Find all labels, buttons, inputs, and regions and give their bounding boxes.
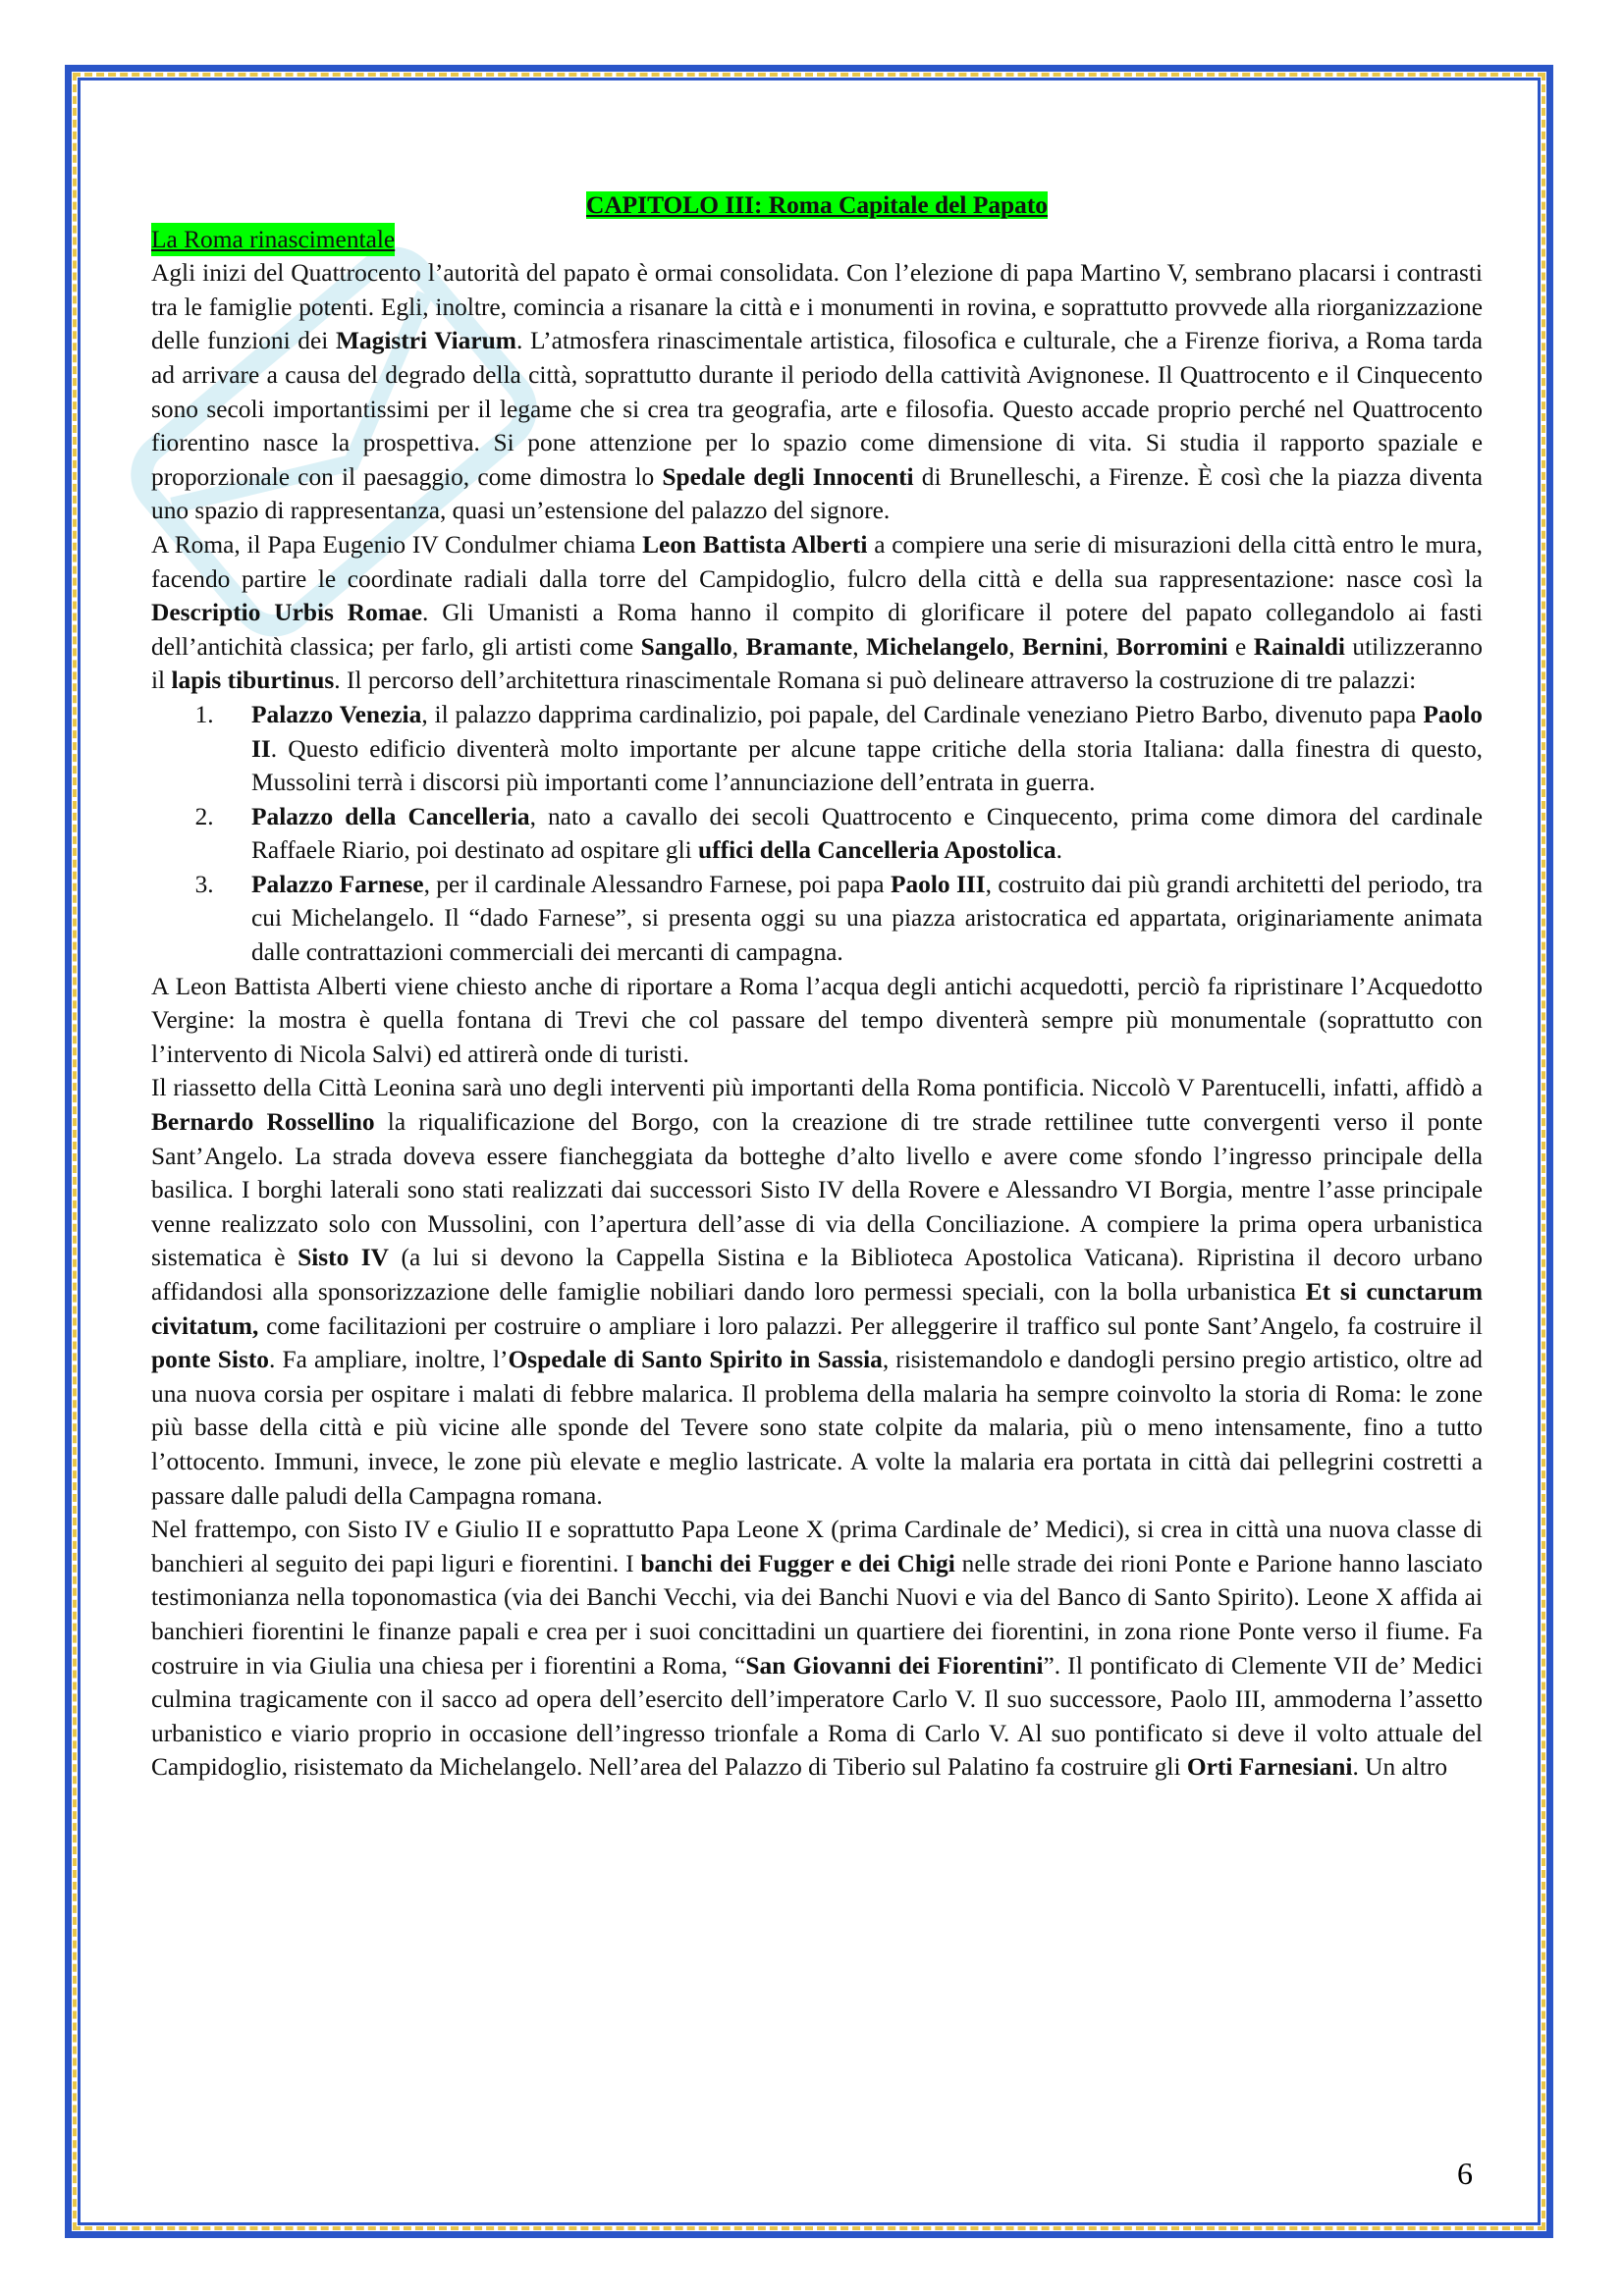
palazzi-list <box>151 698 1483 970</box>
list-item: 3. Palazzo Farnese, per il cardinale Alessandro Farnese, poi papa Paolo III, costruito dai più grandi architetti del periodo, tra cui Michelangelo. Il “dado Farnese”, si presenta oggi su una piazza aristocratica ed appartata, originariamente animata dalle contrattazioni commerciali dei mercanti di campagna. <box>220 868 1483 970</box>
list-item: 2. Palazzo della Cancelleria, nato a cavallo dei secoli Quattrocento e Cinquecento, prima come dimora del cardinale Raffaele Riario, poi destinato ad ospitare gli uffici della Cancelleria Apostolica. <box>220 800 1483 868</box>
list-item: 1. Palazzo Venezia, il palazzo dapprima cardinalizio, poi papale, del Cardinale veneziano Pietro Barbo, divenuto papa Paolo II. Questo edificio diventerà molto importante per alcune tappe critiche della storia Italiana: dalla finestra di questo, Mussolini terrà i discorsi più importanti come l’annunciazione dell’entrata in guerra. <box>220 698 1483 800</box>
paragraph-4: Il riassetto della Città Leonina sarà uno degli interventi più importanti della Roma pontificia. Niccolò V Parentucelli, infatti, affidò a Bernardo Rossellino la riqualificazione del Borgo, con la creazione di tre strade rettilinee tutte convergenti verso il ponte Sant’Angelo. La strada doveva essere fiancheggiata da botteghe d’alto livello e avere come sfondo l’ingresso principale della basilica. I borghi laterali sono stati realizzati dai successori Sisto IV della Rovere e Alessandro VI Borgia, mentre l’asse principale venne realizzato solo con Mussolini, con l’apertura dell’asse di via della Conciliazione. A compiere la prima opera urbanistica sistematica è Sisto IV (a lui si devono la Cappella Sistina e la Biblioteca Apostolica Vaticana). Ripristina il decoro urbano affidandosi alla sponsorizzazione delle famiglie nobiliari dando loro permessi speciali, con la bolla urbanistica Et si cunctarum civitatum, come facilitazioni per costruire o ampliare i loro palazzi. Per alleggerire il traffico sul ponte Sant’Angelo, fa costruire il ponte Sisto. Fa ampliare, inoltre, l’Ospedale di Santo Spirito in Sassia, risistemandolo e dandogli persino pregio artistico, oltre ad una nuova corsia per ospitare i malati di febbre malarica. Il problema della malaria ha sempre coinvolto la storia di Roma: le zone più basse della città e più vicine alle sponde del Tevere sono state colpite da malaria, più o meno intensamente, fino a tutto l’ottocento. Immuni, invece, le zone più elevate e meglio lastricate. A volte la malaria era portata in città dai pellegrini costretti a passare dalle paludi della Campagna romana. <box>151 1074 1484 1510</box>
chapter-title: CAPITOLO III: Roma Capitale del Papato <box>586 191 1048 219</box>
paragraph-2: A Roma, il Papa Eugenio IV Condulmer chiama Leon Battista Alberti a compiere una serie di misurazioni della città entro le mura, facendo partire le coordinate radiali dalla torre del Campidoglio, fulcro della città e della sua rappresentazione: nasce così la Descriptio Urbis Romae. Gli Umanisti a Roma hanno il compito di glorificare il potere del papato collegandolo ai fasti dell’antichità classica; per farlo, gli artisti come Sangallo, Bramante, Michelangelo, Bernini, Borromini e Rainaldi utilizzeranno il lapis tiburtinus. Il percorso dell’architettura rinascimentale Romana si può delineare attraverso la costruzione di tre palazzi: <box>151 530 1483 695</box>
page-number: 6 <box>1457 2156 1473 2191</box>
paragraph-1: Agli inizi del Quattrocento l’autorità del papato è ormai consolidata. Con l’elezione di papa Martino V, sembrano placarsi i contrasti tra le famiglie potenti. Egli, inoltre, comincia a risanare la città e i monumenti in rovina, e soprattutto provvede alla riorganizzazione delle funzioni dei Magistri Viarum. L’atmosfera rinascimentale artistica, filosofica e culturale, che a Firenze fioriva, a Roma tarda ad arrivare a causa del degrado della città, soprattutto durante il periodo della cattività Avignonese. Il Quattrocento e il Cinquecento sono secoli importantissimi per il legame che si crea tra geografia, arte e filosofia. Questo accade proprio perché nel Quattrocento fiorentino nasce la prospettiva. Si pone attenzione per lo spazio come dimensione di vita. Si studia il rapporto spaziale e proporzionale con il paesaggio, come dimostra lo Spedale degli Innocenti di Brunelleschi, a Firenze. È così che la piazza diventa uno spazio di rappresentanza, quasi un’estensione del palazzo del signore. <box>151 259 1484 525</box>
document-body <box>151 188 1483 1785</box>
section-subtitle: La Roma rinascimentale <box>151 223 1483 257</box>
paragraph-3: A Leon Battista Alberti viene chiesto anche di riportare a Roma l’acqua degli antichi acquedotti, perciò fa ripristinare l’Acquedotto Vergine: la mostra è quella fontana di Trevi che col passare del tempo diventerà sempre più monumentale (soprattutto con l’intervento di Nicola Salvi) ed attirerà onde di turisti. <box>151 972 1483 1068</box>
paragraph-5: Nel frattempo, con Sisto IV e Giulio II e soprattutto Papa Leone X (prima Cardinale de’ Medici), si crea in città una nuova classe di banchieri al seguito dei papi liguri e fiorentini. I banchi dei Fugger e dei Chigi nelle strade dei rioni Ponte e Parione hanno lasciato testimonianza nella toponomastica (via dei Banchi Vecchi, via dei Banchi Nuovi e via del Banco di Santo Spirito). Leone X affida ai banchieri fiorentini le finanze papali e crea per i suoi concittadini un quartiere dei fiorentini, in zona rione Ponte verso il fiume. Fa costruire in via Giulia una chiesa per i fiorentini a Roma, “San Giovanni dei Fiorentini”. Il pontificato di Clemente VII de’ Medici culmina tragicamente con il sacco ad opera dell’esercito dell’imperatore Carlo V. Il suo successore, Paolo III, ammoderna l’assetto urbanistico e viario proprio in occasione dell’ingresso trionfale a Roma di Carlo V. Al suo pontificato si deve il volto attuale del Campidoglio, risistemato da Michelangelo. Nell’area del Palazzo di Tiberio sul Palatino fa costruire gli Orti Farnesiani. Un altro <box>151 1516 1484 1782</box>
